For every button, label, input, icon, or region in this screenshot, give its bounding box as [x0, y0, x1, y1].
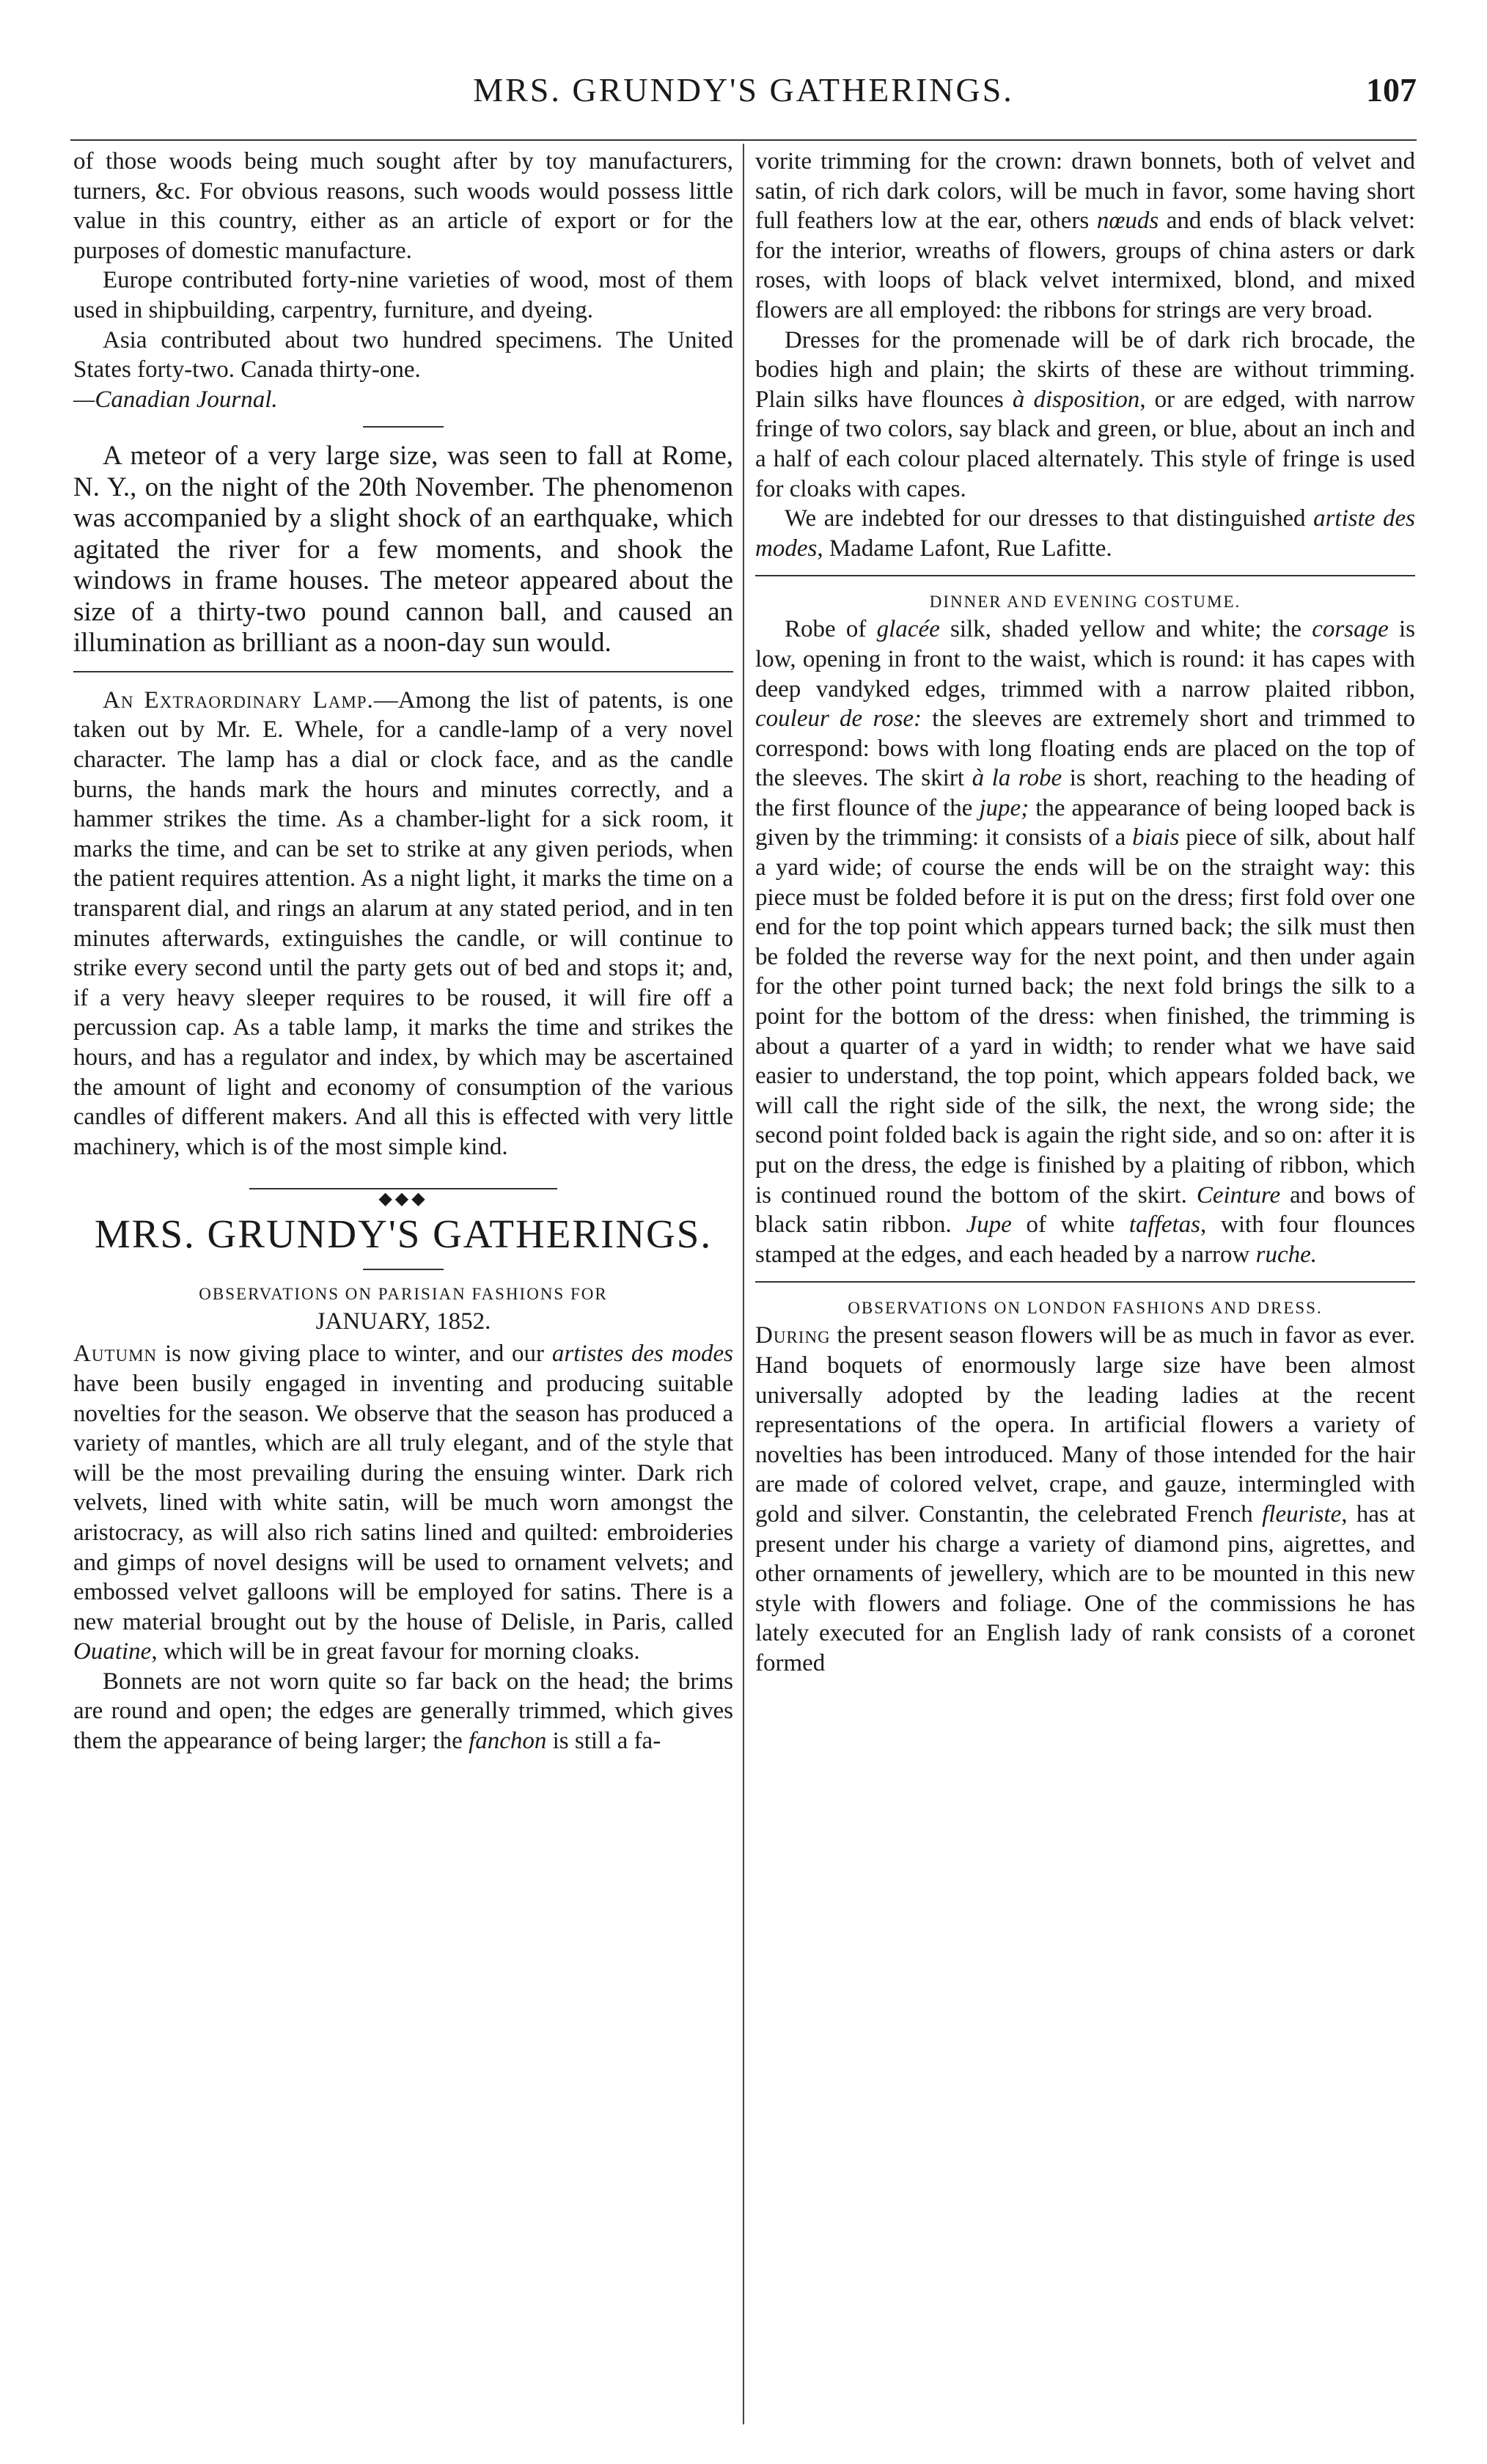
dinner-text: is low, opening in front to the waist, which is round: it has capes with deep vandyked edges, trimmed with a narrow plaited ribbon, [755, 616, 1416, 703]
promenade-text: Dresses for the promenade will be of dark rich brocade, the bodies high and plain; the skirts of these are without trimming. Plain silks have flounces [755, 326, 1415, 413]
asia-paragraph [73, 326, 733, 385]
left-column [73, 147, 733, 1756]
lafont-paragraph [755, 504, 1415, 563]
source-citation [73, 385, 733, 415]
dinner-text: , with four flounces stamped at the edges, and each headed by a narrow [755, 1211, 1415, 1268]
dinner-text: is short, reaching to the heading of the first flounce of the [755, 765, 1415, 821]
section-rule [363, 426, 444, 428]
bonnets-italic: fanchon [469, 1728, 547, 1755]
bonnets-text: vorite trimming for the crown: drawn bonnets, both of velvet and satin, of rich dark colors, will be much in favor, some having short full feathers low at the ear, others [755, 148, 1415, 235]
ornament-glyphs: ◆◆◆ [371, 1189, 435, 1209]
dinner-text: Robe of [785, 616, 877, 643]
section-rule [73, 671, 733, 672]
paris-text: have been busily engaged in inventing and producing suitable novelties for the season. We observe that the season has produced a variety of mantles, which are all truly elegant, and of the style that will be the most prevailing during the ensuing winter. Dark rich velvets, lined with white satin, will be much worn amongst the aristocracy, as will also rich satins lined and quilted: embroideries and gimps of novel designs will be used to ornament velvets; and embossed velvet galloons will be employed for satins. There is a new material brought out by the house of Delisle, in Paris, called [73, 1370, 733, 1635]
dinner-italic: glacée [876, 616, 940, 643]
right-column [755, 147, 1415, 1679]
dinner-italic: jupe; [979, 794, 1029, 821]
section-title: MRS. GRUNDY'S GATHERINGS. [94, 1211, 713, 1257]
page-number: 107 [1366, 71, 1417, 109]
london-lead: During [755, 1322, 831, 1349]
running-head [70, 70, 1417, 122]
column-divider [743, 144, 744, 2424]
paris-italic: Ouatine [73, 1638, 152, 1665]
dinner-text: the appearance of being looped back is given by the trimming: it consists of a [755, 794, 1415, 851]
header-rule [70, 139, 1417, 141]
bonnets-text: Bonnets are not worn quite so far back on the head; the brims are round and open; the edges are generally trimmed, which gives them the appearance of being larger; the [73, 1668, 733, 1755]
london-heading: OBSERVATIONS ON LONDON FASHIONS AND DRESS. [848, 1299, 1323, 1318]
london-text: , has at present under his charge a variety of diamond pins, aigrettes, and other ornaments of jewellery, which are to be mounted in this new style with flowers and foliage. One of the commissions he has lately executed for an English lady of rank consists of a coronet formed [755, 1500, 1415, 1676]
dinner-italic: couleur de rose: [755, 705, 922, 733]
dinner-italic: Ceinture [1196, 1181, 1281, 1209]
europe-paragraph: Europe contributed forty-nine varieties of wood, most of them used in shipbuilding, carpentry, furniture, and dyeing. [73, 267, 733, 323]
bonnets-continued [755, 147, 1415, 326]
dinner-italic: à la robe [972, 765, 1062, 792]
dinner-text: of white [1011, 1211, 1129, 1239]
promenade-text: , or are edged, with narrow fringe of two colors, say black and green, or blue, about an inch and a half of each colour placed alternately. This style of fringe is used for cloaks with capes. [755, 386, 1415, 502]
paris-paragraph [73, 1339, 733, 1667]
dinner-paragraph [755, 615, 1415, 1269]
bonnets-text: and ends of black velvet: for the interior, wreaths of flowers, groups of china asters or dark roses, with loops of black velvet intermixed, blond, and mixed flowers are all employed: the ribbons for strings are very broad. [755, 208, 1416, 323]
lafont-text: , Madame Lafont, Rue Lafitte. [817, 535, 1112, 562]
lamp-body: —Among the list of patents, is one taken out by Mr. E. Whele, for a candle-lamp of a very novel character. The lamp has a dial or clock face, and as the candle burns, the hands mark the hours and minutes correctly, and a hammer strikes the time. As a chamber-light for a sick room, it marks the time, and can be set to strike at any given periods, when the patient requires attention. As a night light, it marks the time on a transparent dial, and rings an alarum at any stated period, and in ten minutes afterwards, extinguishes the candle, or will continue to strike every second until the party gets out of bed and stops it; and, if a very heavy sleeper requires to be roused, it will fire off a percussion cap. As a table lamp, it marks the time and strikes the hours, and has a regulator and index, by which may be ascertained the amount of light and economy of consumption of the various candles of different makers. And all this is effected with very little machinery, which is of the most simple kind. [73, 686, 733, 1160]
bonnets-text: is still a fa- [546, 1728, 661, 1755]
dinner-italic: ruche. [1255, 1241, 1318, 1268]
meteor-article: A meteor of a very large size, was seen to fall at Rome, N. Y., on the night of the 20th November. The phenomenon was accompanied by a slight shock of an earthquake, which agitated the river for a few moments, and shook the windows in frame houses. The meteor appeared about the size of a thirty-two pound cannon ball, and caused an illumination as brilliant as a noon-day sun would. [73, 441, 733, 659]
london-paragraph [755, 1321, 1415, 1678]
dinner-italic: taffetas [1128, 1211, 1201, 1239]
dinner-text: piece of silk, about half a yard wide; of course the ends will be on the straight way: this piece must be folded before it is put on the dress; first fold over one end for the top point which appears turned back; the silk must then be folded the reverse way for the next point, and then under again for the other point turned back; the next fold brings the silk to a point for the bottom of the dress: when finished, the trimming is about a quarter of a yard in width; to render what we have said easier to understand, the top point, which appears folded back, we will call the right side of the silk, the next, the wrong side; the second point folded back is again the right side, and so on: after it is put on the dress, the edge is finished by a plaiting of ribbon, which is continued round the bottom of the skirt. [755, 824, 1415, 1209]
lafont-italic: artiste des modes [755, 505, 1415, 562]
paris-italic: artistes des modes [551, 1341, 734, 1368]
dinner-italic: corsage [1312, 616, 1389, 643]
asia-text: Asia contributed about two hundred specimens. The United States forty-two. Canada thirty-one. [73, 326, 733, 384]
dinner-italic: biais [1132, 824, 1180, 851]
promenade-italic: à disposition [1012, 386, 1140, 413]
running-title: MRS. GRUNDY'S GATHERINGS. [473, 71, 1014, 109]
source-text: —Canadian Journal. [73, 386, 278, 413]
promenade-paragraph [755, 326, 1415, 505]
lamp-title: An Extraordinary Lamp. [103, 686, 374, 714]
london-italic: fleuriste [1262, 1500, 1342, 1528]
section-rule [755, 1281, 1415, 1283]
title-rule [363, 1269, 444, 1270]
dinner-heading: DINNER AND EVENING COSTUME. [929, 593, 1241, 612]
dinner-text: silk, shaded yellow and white; the [939, 616, 1312, 643]
london-text: the present season flowers will be as much in favor as ever. Hand boquets of enormously large size have been almost universally adopted by the leading ladies at the recent representations of the opera. In artificial flowers a variety of novelties has been introduced. Many of those intended for the hair are made of colored velvet, crape, and gauze, intermingled with gold and silver. Constantin, the celebrated French [755, 1322, 1415, 1528]
section-rule [755, 575, 1415, 576]
dinner-text: the sleeves are extremely short and trimmed to correspond: bows with long floating ends are placed on the top of the sleeves. The skirt [755, 705, 1415, 792]
ornament-divider [249, 1182, 557, 1209]
dinner-italic: Jupe [966, 1211, 1012, 1239]
bonnets-paragraph [73, 1667, 733, 1756]
paris-text: , which will be in great favour for morning cloaks. [151, 1638, 640, 1665]
lafont-text: We are indebted for our dresses to that distinguished [785, 505, 1314, 532]
dinner-text: and bows of black satin ribbon. [755, 1181, 1415, 1239]
woods-paragraph: of those woods being much sought after by toy manufacturers, turners, &c. For obvious reasons, such woods would possess little value in this country, either as an article of export or for the purposes of domestic manufacture. [73, 148, 733, 264]
bonnets-italic: nœuds [1096, 208, 1159, 235]
paris-date: JANUARY, 1852. [315, 1308, 491, 1335]
paris-heading: OBSERVATIONS ON PARISIAN FASHIONS FOR [199, 1285, 608, 1304]
paris-lead: Autumn [73, 1341, 158, 1368]
lamp-article [73, 686, 733, 1162]
paris-text: is now giving place to winter, and our [157, 1341, 552, 1368]
